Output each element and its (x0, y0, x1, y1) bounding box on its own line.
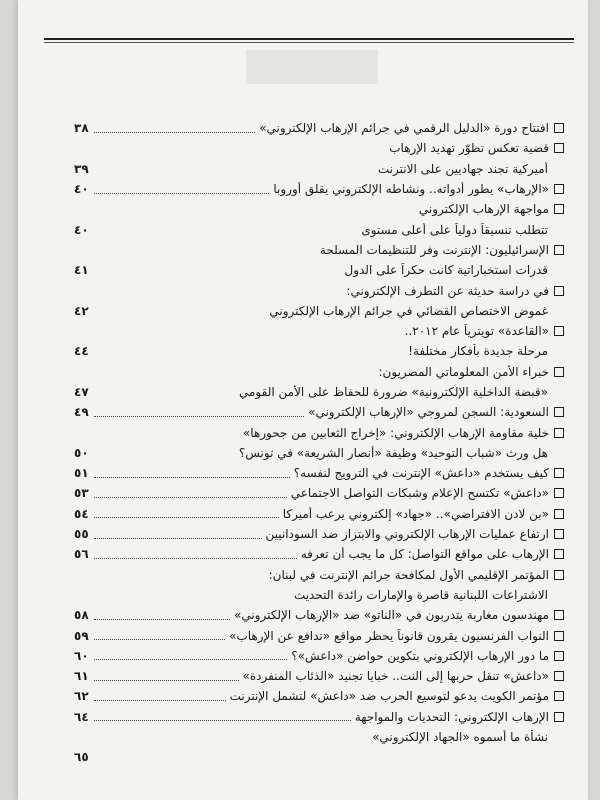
toc-page-number: ٤٩ (74, 405, 89, 420)
toc-entry (74, 605, 564, 625)
toc-entry-title: أميركية تجند جهاديين على الانترنت (377, 161, 548, 176)
toc-page-number: ٥٩ (74, 628, 89, 643)
toc-page-number: ٥٠ (74, 445, 89, 460)
checkbox-square-icon (554, 245, 564, 255)
toc-entry (74, 301, 564, 321)
leader-dots (94, 639, 225, 640)
checkbox-square-icon (554, 712, 564, 722)
leader-dots (94, 416, 304, 417)
toc-entry-title: «قبضة الداخلية الإلكترونية» ضرورة للحفاظ على الأمن القومي (239, 385, 548, 399)
toc-entry (74, 138, 564, 158)
toc-entry-title: نشأة ما أسموه «الجهاد الإلكتروني» (372, 730, 548, 745)
toc-entry-title: مواجهة الإرهاب الإلكتروني (418, 202, 549, 217)
toc-entry (74, 382, 564, 402)
toc-entry (74, 118, 564, 138)
toc-entry-title: «بن لادن الافتراضي».. «جهاد» إلكتروني يرعب أميركا (282, 506, 549, 521)
toc-entry-title: مؤتمر الكويت يدعو لتوسيع الحرب ضد «داعش» لتشمل الإنترنت (229, 689, 549, 704)
toc-entry-title: «داعش» تكتسح الإعلام وشبكات التواصل الاجتماعي (290, 486, 549, 501)
toc-page-number: ٥٨ (74, 608, 89, 623)
toc-entry (74, 544, 564, 564)
toc-page-number: ٥٤ (74, 506, 89, 521)
toc-page-number: ٦١ (74, 669, 89, 684)
toc-entry (74, 524, 564, 544)
toc-entry (74, 362, 564, 382)
toc-entry-title: خلية مقاومة الإرهاب الإلكتروني: «إخراج الثعابين من جحورها» (242, 425, 549, 440)
checkbox-square-icon (554, 184, 564, 194)
toc-page-number: ٥٥ (74, 527, 89, 542)
checkbox-square-icon (554, 651, 564, 661)
toc-page-number: ٤٠ (74, 182, 89, 197)
toc-entry (74, 666, 564, 686)
toc-entry-title: كيف يستخدم «داعش» الإنترنت في الترويج لنفسه؟ (293, 466, 549, 481)
leader-dots (94, 538, 262, 539)
leader-dots (94, 497, 287, 498)
leader-dots (94, 193, 269, 194)
toc-entry (74, 199, 564, 219)
header-rule-thin (44, 42, 574, 43)
toc-entry (74, 625, 564, 645)
toc-entry (74, 280, 564, 300)
checkbox-square-icon (554, 509, 564, 519)
toc-entry (74, 219, 564, 239)
leader-dots (94, 720, 351, 721)
faded-header-mark (246, 50, 378, 84)
toc-entry (74, 422, 564, 442)
toc-entry (74, 646, 564, 666)
toc-page-number: ٥٣ (74, 486, 89, 501)
toc-entry (74, 159, 564, 179)
checkbox-square-icon (554, 488, 564, 498)
table-of-contents (74, 118, 564, 768)
toc-entry-title: قدرات استخباراتية كانت حكراً على الدول (344, 263, 548, 278)
toc-entry (74, 443, 564, 463)
leader-dots (94, 558, 297, 559)
toc-page-number: ٤٠ (74, 222, 89, 237)
toc-entry-title: السعودية: السجن لمروجي «الإرهاب الإلكتروني» (308, 405, 549, 420)
toc-entry (74, 341, 564, 361)
toc-entry-title: غموض الاختصاص القضائي في جرائم الإرهاب الإلكتروني (269, 303, 548, 318)
toc-entry (74, 483, 564, 503)
toc-page-number: ٣٩ (74, 161, 89, 176)
checkbox-square-icon (554, 204, 564, 214)
toc-entry-title: مهندسون مغاربة يتدربون في «الناتو» ضد «الإرهاب الإلكتروني» (234, 608, 549, 623)
checkbox-square-icon (554, 286, 564, 296)
toc-entry-title: ما دور الإرهاب الإلكتروني بتكوين حواضن «داعش»؟ (291, 648, 549, 663)
toc-entry-title: في دراسة حديثة عن التطرف الإلكتروني: (346, 283, 549, 298)
toc-entry (74, 321, 564, 341)
checkbox-square-icon (554, 549, 564, 559)
toc-entry (74, 727, 564, 747)
toc-entry (74, 402, 564, 422)
toc-page-number: ٦٢ (74, 689, 89, 704)
checkbox-square-icon (554, 468, 564, 478)
toc-entry (74, 463, 564, 483)
toc-page-number: ٤٢ (74, 303, 89, 318)
checkbox-square-icon (554, 367, 564, 377)
leader-dots (94, 132, 255, 133)
checkbox-square-icon (554, 143, 564, 153)
toc-page-number: ٥٦ (74, 547, 89, 562)
toc-entry-title: النواب الفرنسيون يقرون قانوناً يحظر مواقع «تدافع عن الإرهاب» (229, 628, 549, 643)
leader-dots (94, 680, 239, 681)
book-page (18, 0, 588, 800)
checkbox-square-icon (554, 610, 564, 620)
header-rule (44, 38, 574, 40)
toc-entry-title: الإسرائيليون: الإنترنت وفر للتنظيمات المسلحة (319, 242, 549, 257)
checkbox-square-icon (554, 691, 564, 701)
toc-entry (74, 707, 564, 727)
toc-entry-title: «الإرهاب» يطور أدواته.. ونشاطه الإلكتروني يقلق أوروبا (273, 182, 549, 197)
toc-entry-title: خبراء الأمن المعلوماتي المصريون: (378, 364, 549, 379)
toc-entry (74, 747, 564, 767)
toc-entry-title: مرحلة جديدة بأفكار مختلفة! (408, 344, 548, 359)
checkbox-square-icon (554, 428, 564, 438)
leader-dots (94, 659, 287, 660)
toc-entry (74, 686, 564, 706)
toc-entry-title: «القاعدة» تويترياً عام ٢٠١٢.. (404, 324, 549, 339)
toc-entry-title: هل ورث «شباب التوحيد» وظيفة «أنصار الشريعة» في تونس؟ (238, 445, 548, 460)
toc-entry-title: تتطلب تنسيقاً دولياً على أعلى مستوى (361, 222, 548, 237)
checkbox-square-icon (554, 671, 564, 681)
toc-entry (74, 240, 564, 260)
toc-entry (74, 179, 564, 199)
toc-entry (74, 260, 564, 280)
checkbox-square-icon (554, 407, 564, 417)
toc-entry (74, 585, 564, 605)
toc-entry (74, 565, 564, 585)
toc-entry-title: الإرهاب على مواقع التواصل: كل ما يجب أن تعرفه (300, 547, 549, 562)
leader-dots (94, 517, 279, 518)
toc-page-number: ٣٨ (74, 121, 89, 136)
toc-entry-title: المؤتمر الإقليمي الأول لمكافحة جرائم الإنترنت في لبنان: (268, 567, 549, 582)
toc-page-number: ٦٤ (74, 709, 89, 724)
checkbox-square-icon (554, 529, 564, 539)
toc-entry-title: قضية تعكس تطوّر تهديد الإرهاب (389, 141, 549, 156)
toc-page-number: ٤٧ (74, 385, 89, 399)
checkbox-square-icon (554, 326, 564, 336)
toc-page-number: ٥١ (74, 466, 89, 481)
checkbox-square-icon (554, 123, 564, 133)
toc-entry-title: افتتاح دورة «الدليل الرقمي في جرائم الإرهاب الإلكتروني» (259, 121, 549, 136)
toc-page-number: ٦٠ (74, 648, 89, 663)
toc-entry-title: «داعش» تنقل حربها إلى النت.. خبايا تجنيد «الذئاب المنفردة» (242, 669, 549, 684)
checkbox-square-icon (554, 570, 564, 580)
checkbox-square-icon (554, 631, 564, 641)
leader-dots (94, 700, 226, 701)
toc-entry-title: الاشتراعات اللبنانية قاصرة والإمارات رائدة التحديث (293, 587, 548, 602)
leader-dots (94, 619, 230, 620)
leader-dots (94, 477, 290, 478)
toc-entry-title: الإرهاب الإلكتروني: التحديات والمواجهة (354, 709, 549, 724)
toc-page-number: ٤٤ (74, 344, 89, 359)
toc-page-number: ٦٥ (74, 750, 89, 765)
toc-entry-title: ارتفاع عمليات الإرهاب الإلكتروني والابتزاز ضد السودانيين (265, 527, 549, 542)
toc-entry (74, 504, 564, 524)
toc-page-number: ٤١ (74, 263, 89, 278)
